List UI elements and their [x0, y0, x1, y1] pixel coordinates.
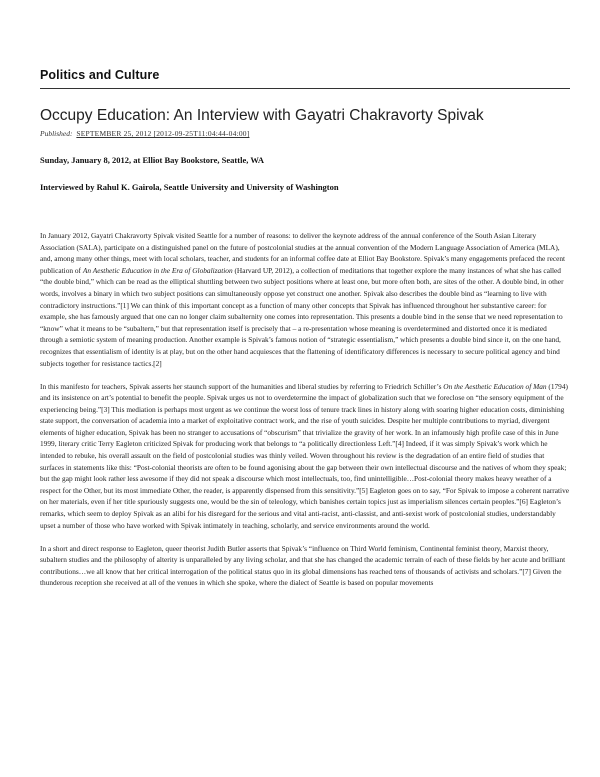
published-line: [40, 129, 249, 138]
paragraph-1-text-a: In January 2012, Gayatri Chakravorty Spivak visited Seattle for a number of reasons: to deliver the keynote address of the annual conference of the South Asian Literary Association (SALA), participate on a distinguished panel on the future of postcolonial studies at the annual convention of the Modern Language Association of America (MLA), and, among many other things, meet with local scholars, teacher, and students for an informal coffee date at Elliot Bay Bookstore. Spivak’s many engagements prefaced the recent publication of: [40, 231, 566, 275]
article-title: Occupy Education: An Interview with Gayatri Chakravorty Spivak: [40, 107, 484, 124]
article-body: [40, 230, 570, 600]
paragraph-2: [40, 381, 570, 532]
paragraph-3: [40, 543, 570, 589]
event-line: Sunday, January 8, 2012, at Elliot Bay Bookstore, Seattle, WA: [40, 155, 265, 165]
paragraph-2-text-c: (1794) and its insistence on art’s potential to benefit the people. Spivak urges us not to overdetermine the impact of globalization such that we foreclose on “the sensory equipment of the experiencing being.”[3] This mediation is perhaps most urgent as we continue the worst loss of tenure track lines in history along with soaring higher education costs, diminishing state support, the conversation of academia into a market of exploitative contract work, and the rise of youth suicides. Despite her multiple contributions to myriad, divergent elements of higher education, Spivak has been no stranger to accusations of “obscurism” that trivialize the gravity of her work. In an infamously high profile case of this in June 1999, literary critic Terry Eagleton criticized Spivak for producing work that belongs to “a politically directionless Left.”[4] Indeed, if it was simply Spivak’s work which he intended to rebuke, his overall assault on the field of postcolonial studies was thinly veiled. Woven throughout his review is the degradation of an entire field of studies that surfaces in statements like this: “Post-colonial theorists are often to be found agonising about the gap between their own intellectual discourse and the natives of whom they speak; but the gap might look rather less awesome if they did not speak a discourse which most intellectuals, too, find unintelligible…Post-colonial theory makes heavy weather of a respect for the Other, but its most immediate Other, the reader, is apparently dispensed from this sensitivity.”[5] Eagleton goes on to say, “For Spivak to impose a coherent narrative on her materials, even if her title spuriously suggests one, would be the sin of teleology, which banishes certain topics just as imperialism silences certain peoples.”[6] Eagleton’s remarks, which seem to deploy Spivak as an alibi for his disregard for the serious and vital anti-racist, anti-classist, and anti-sexist work of postcolonial studies, understandably upset a number of those who have worked with Spivak intimately in teaching, scholarly, and service environments around the world.: [40, 381, 570, 530]
document-page: [40, 0, 570, 777]
paragraph-2-text-a: In this manifesto for teachers, Spivak asserts her staunch support of the humanities and liberal studies by referring to Friedrich Schiller’s: [40, 381, 444, 391]
interviewer-line: Interviewed by Rahul K. Gairola, Seattle University and University of Washington: [40, 182, 339, 192]
published-date-link[interactable]: SEPTEMBER 25, 2012 [2012-09-25T11:04:44-04:00]: [76, 129, 250, 138]
paragraph-1-text-c: (Harvard UP, 2012), a collection of meditations that together explore the many instances of what she has called “the double bind,” which can be read as the elliptical shuttling between two subject positions where at least one, but more often both, are sites of the other. A double bind, in other words, involves a binary in which two subject positions can simultaneously oppose yet construct one another. Spivak also describes the double bind as “learning to live with contradictory instructions.”[1] We can think of this important concept as a function of many other concepts that Spivak has influenced throughout her substantive career: for example, she has famously argued that one can no longer claim subalternity one comes into representation. This presents a double bind in the sense that we need representation to “know” what it means to be “subaltern,” but that representation itself is precisely that – a re-presentation whose meaning is overdetermined and distorted once it is mediated through a semiotic system of meaning production. Another example is Spivak’s famous notion of “strategic essentialism,” which presents a double bind since it, on the one hand, recognizes that essentialism of identity is at play, but on the other hand acquiesces that the flattening of identificatory differences is necessary to secure political agency and bind subjects together for resistance tactics.[2]: [40, 265, 564, 368]
paragraph-2-book-title: On the Aesthetic Education of Man: [443, 381, 547, 391]
section-heading: Politics and Culture: [40, 68, 160, 82]
paragraph-3-text-a: In a short and direct response to Eagleton, queer theorist Judith Butler asserts that Spivak’s “influence on Third World feminism, Continental feminist theory, Marxist theory, subaltern studies and the philosophy of alterity is unparalleled by any living scholar, and that she has changed the academic terrain of each of these fields by her acute and brilliant contributions…we all know that her critical interrogation of the political status quo in its global dimensions has reached tens of thousands of activists and scholars.”[7] Given the thunderous reception she received at all of the venues in which she spoke, where the dialect of Seattle is based on popular movements: [40, 543, 566, 588]
paragraph-1: [40, 230, 570, 369]
published-label: Published:: [40, 129, 73, 138]
section-divider: [40, 88, 570, 89]
paragraph-1-book-title: An Aesthetic Education in the Era of Globalization: [82, 265, 233, 275]
